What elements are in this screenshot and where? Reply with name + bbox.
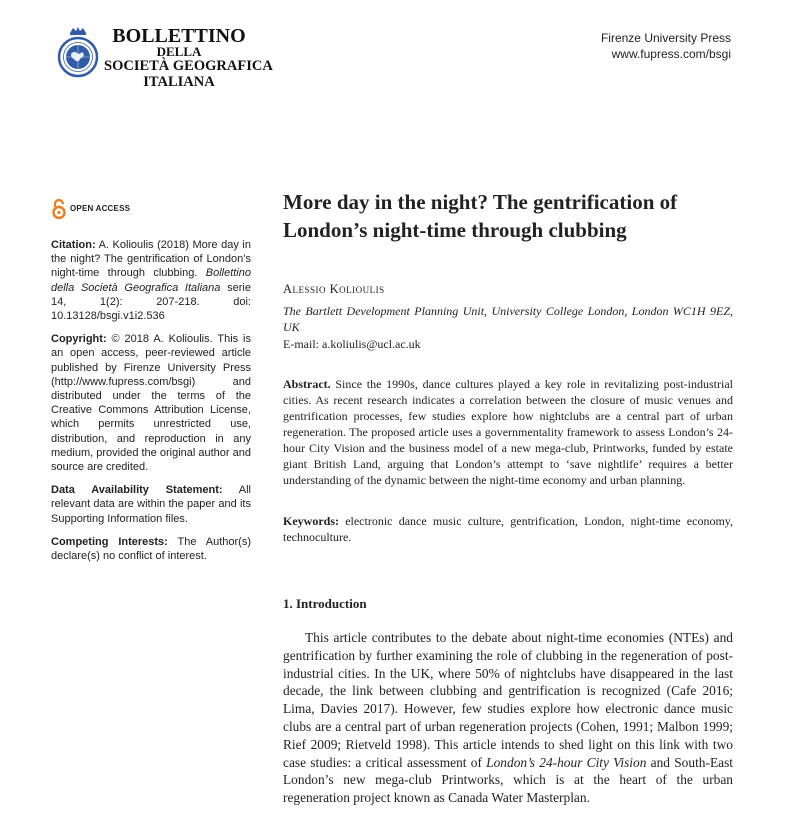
competing-interests-label: Competing Interests:	[51, 535, 168, 548]
abstract	[283, 376, 733, 488]
citation-text-1: A. Kolioulis (2018) More day in the night? The gentrification of London’s night-time through clubbing.	[51, 239, 251, 280]
citation-text-2: serie 14, 1(2): 207-218. doi: 10.13128/bsgi.v1i2.536	[51, 281, 251, 323]
publisher-url[interactable]: www.fupress.com/bsgi	[611, 47, 731, 61]
body-text-2: and South-East London’s new mega-club Printworks, which is at the heart of the urban regeneration project known as Canada Water Masterplan.	[283, 754, 733, 806]
keywords-label: Keywords:	[283, 514, 339, 528]
citation-journal: Bollettino della Società Geografica Italiana	[51, 267, 251, 294]
keywords	[283, 513, 733, 545]
publisher-name: Firenze University Press	[600, 31, 731, 45]
citation-label: Citation:	[51, 239, 96, 251]
copyright-text: © 2018 A. Kolioulis. This is an open access, peer-reviewed article published by Firenze University Press (http://www.fupress.com/bsgi) and distributed under the terms of the Creative Commons Attribution License, which permits unrestricted use, distribution, and reproduction in any medium, provided the original author and source are credited.	[51, 333, 251, 474]
copyright-block	[51, 332, 251, 474]
section-heading: 1. Introduction	[283, 596, 367, 611]
journal-logo	[56, 24, 273, 90]
keywords-text: electronic dance music culture, gentrification, London, night-time economy, technoculture.	[283, 514, 733, 544]
article-sidebar	[51, 238, 251, 572]
open-access-label: OPEN ACCESS	[70, 204, 131, 213]
open-access-badge	[52, 198, 172, 222]
data-availability-text: All relevant data are within the paper and its Supporting Information files.	[51, 484, 251, 525]
journal-name-line-3: SOCIETÀ GEOGRAFICA	[104, 58, 273, 74]
data-availability-label: Data Availability Statement:	[51, 484, 223, 497]
article-title: More day in the night? The gentrification of London’s night-time through clubbing	[283, 190, 678, 242]
journal-name-line-2: DELLA	[156, 44, 202, 59]
society-seal-icon	[56, 24, 100, 82]
article-author: Alessio Kolioulis	[283, 282, 385, 296]
body-text-1: This article contributes to the debate about night-time economies (NTEs) and gentrification by further examining the role of clubbing in the regeneration of post-industrial cities. In the UK, where 50% of nightclubs have disappeared in the last decade, the link between clubbing and gentrification is recognized (Cafe 2016; Lima, Davies 2017). However, few studies explore how electronic dance music clubs are a central part of urban regeneration projects (Cohen, 1991; Malbon 1999; Rief 2009; Rietveld 1998). This article intends to shed light on this link with two case studies: a critical assessment of	[283, 630, 733, 770]
competing-interests-text: The Author(s) declare(s) no conflict of interest.	[51, 535, 251, 563]
journal-name	[104, 25, 273, 90]
abstract-text: Since the 1990s, dance cultures played a key role in revitalizing post-industrial cities. As recent research indicates a correlation between the closure of music venues and gentrification processes, few studies explore how nightclubs are a central part of urban regeneration. The proposed article uses a governmentality framework to assess London’s 24-hour City Vision and the business model of a new mega-club, Printworks, funded by estate giant British Land, arguing that London’s attempt to ‘save nightlife’ requires a better understanding of the dynamic between the night-time economy and urban planning.	[283, 377, 733, 487]
open-access-lock-icon	[52, 198, 66, 220]
author-affiliation: The Bartlett Development Planning Unit, University College London, London WC1H 9EZ, UK	[283, 304, 733, 334]
copyright-label: Copyright:	[51, 333, 107, 346]
body-paragraph	[283, 629, 733, 807]
journal-name-line-4: ITALIANA	[143, 73, 215, 90]
data-availability-block	[51, 483, 251, 526]
journal-name-line-1: BOLLETTINO	[112, 25, 246, 47]
citation-block	[51, 238, 251, 323]
competing-interests-block	[51, 535, 251, 563]
publisher-info	[601, 30, 731, 62]
body-text-italic: London’s 24-hour City Vision	[486, 754, 647, 770]
author-email[interactable]: E-mail: a.koliulis@ucl.ac.uk	[283, 337, 421, 351]
abstract-label: Abstract.	[283, 377, 331, 391]
